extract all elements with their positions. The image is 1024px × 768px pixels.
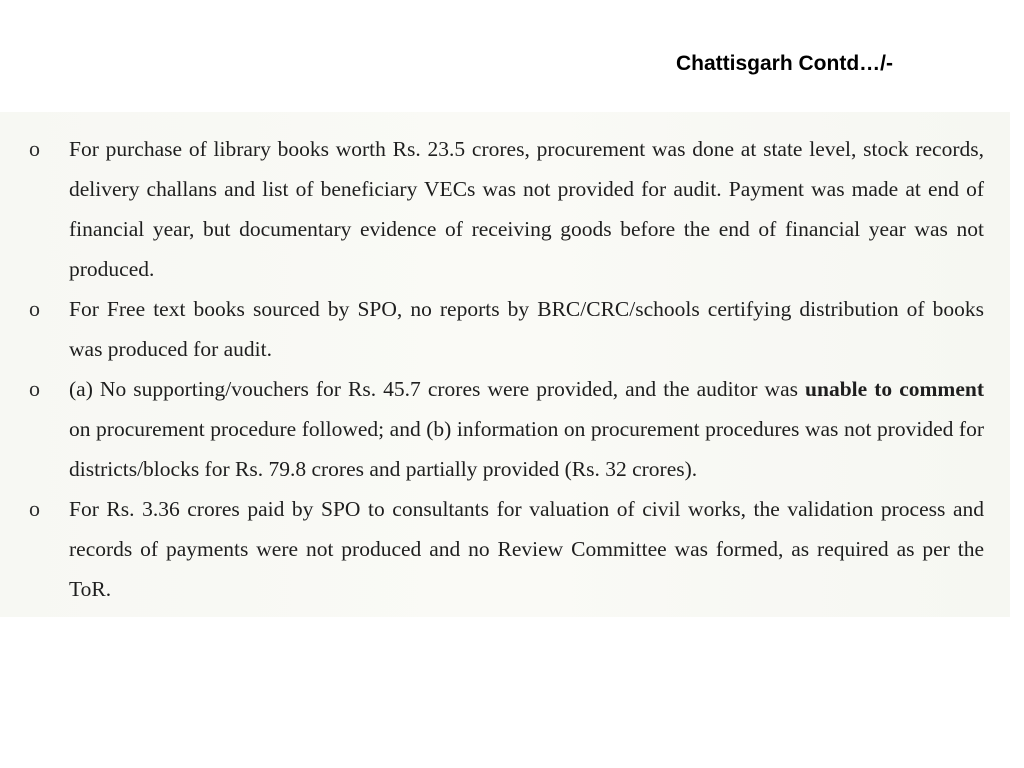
list-item <box>0 489 1010 609</box>
list-item <box>0 129 1010 289</box>
list-item <box>0 369 1010 489</box>
bullet-marker: o <box>29 296 40 321</box>
list-item <box>0 289 1010 369</box>
list-item-text: For purchase of library books worth Rs. 23.5 crores, procurement was done at state level, stock records, delivery challans and list of beneficiary VECs was not provided for audit. Payment was made at end of financial year, but documentary evidence of receiving goods before the end of financial year was not produced. <box>69 137 984 281</box>
slide-title: Chattisgarh Contd…/- <box>676 52 893 75</box>
bullet-marker: o <box>29 136 40 161</box>
bullet-marker: o <box>29 376 40 401</box>
audit-findings-list <box>0 129 1010 609</box>
bullet-marker: o <box>29 496 40 521</box>
list-item-text: (a) No supporting/vouchers for Rs. 45.7 crores were provided, and the auditor was <box>69 377 806 401</box>
emphasized-text: unable to comment <box>805 377 984 401</box>
list-item-text: For Free text books sourced by SPO, no reports by BRC/CRC/schools certifying distribution of books was produced for audit. <box>69 297 984 361</box>
list-item-text: For Rs. 3.36 crores paid by SPO to consultants for valuation of civil works, the validation process and records of payments were not produced and no Review Committee was formed, as required as per the ToR. <box>69 497 984 601</box>
list-item-text: on procurement procedure followed; and (b) information on procurement procedures was not provided for districts/blocks for Rs. 79.8 crores and partially provided (Rs. 32 crores). <box>69 417 984 481</box>
